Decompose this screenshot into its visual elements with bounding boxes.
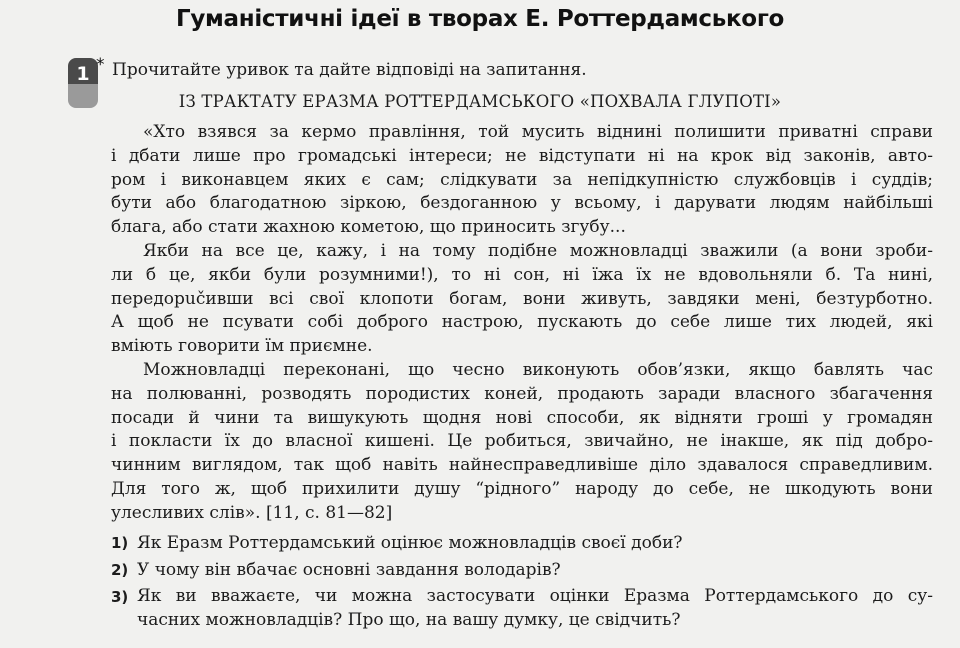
text-line: і дбати лише про громадські інтереси; не відступати ні на крок від законів, авто- [111,145,933,166]
question-text: У чому він вбачає основні завдання володарів? [137,560,561,580]
text-line: улесливих слів». [11, с. 81—82] [111,502,393,523]
excerpt-text [111,121,933,526]
text-line: вміють говорити їм приємне. [111,336,373,357]
question-item [111,530,933,557]
text-line: А щоб не псувати собі доброго настрою, пускають до себе лише тих людей, які [111,312,933,333]
question-number: 1) [111,534,129,552]
star-icon: * [96,55,105,75]
text-line: посади й чини та вишукують щодня нові способи, як відняти гроші у громадян [111,407,933,428]
text-line: блага, або стати жахною кометою, що приносить згубу... [111,217,626,238]
text-line: і покласти їх до власної кишені. Це робиться, звичайно, не інакше, як під добро- [111,431,933,452]
question-number: 3) [111,588,129,606]
text-line: Якби на все це, кажу, і на тому подібне можновладці зважили (а вони зроби- [143,240,933,261]
text-line: ли б це, якби були розумними!), то ні сон, ні їжа їх не вдовольняли б. Та нині, [111,264,933,285]
question-text-line: часних можновладців? Про що, на вашу думку, це свідчить? [137,610,681,630]
text-line: Для того ж, щоб прихилити душу “рідного” народу до себе, не шкодують вони [111,478,933,499]
page-title: Гуманістичні ідеї в творах Е. Роттердамського [175,6,785,32]
question-text-line: Як ви вважаєте, чи можна застосувати оцінки Еразма Роттердамського до су- [137,586,933,606]
task-instruction: Прочитайте уривок та дайте відповіді на запитання. [112,60,587,80]
text-line: ром і виконавцем яких є сам; слідкувати за непідкупністю службовців і суддів; [111,169,933,190]
question-text [137,584,933,632]
question-item [111,557,933,584]
question-number: 2) [111,561,129,579]
text-line: бути або благодатною зіркою, бездоганною у всьому, і дарувати людям найбільші [111,193,933,214]
text-line: на полюванні, розводять породистих коней, продають заради власного збагачення [111,383,933,404]
text-line: «Хто взявся за кермо правління, той мусить віднині полишити приватні справи [143,122,933,142]
text-line: Можновладці переконані, що чесно виконують обов’язки, якщо бавлять час [143,359,933,380]
text-line: чинним виглядом, так щоб навіть найнесправедливіше діло здавалося справедливим. [111,455,933,476]
text-line: передорučивши всі свої клопоти богам, вони живуть, завдяки мені, безтурботно. [111,288,933,309]
question-text: Як Еразм Роттердамський оцінює можновладців своєї доби? [137,533,683,553]
excerpt-heading: ІЗ ТРАКТАТУ ЕРАЗМА РОТТЕРДАМСЬКОГО «ПОХВАЛА ГЛУПОТІ» [178,92,782,111]
task-number: 1 [76,63,90,85]
question-item [111,584,933,632]
question-list [111,530,933,632]
